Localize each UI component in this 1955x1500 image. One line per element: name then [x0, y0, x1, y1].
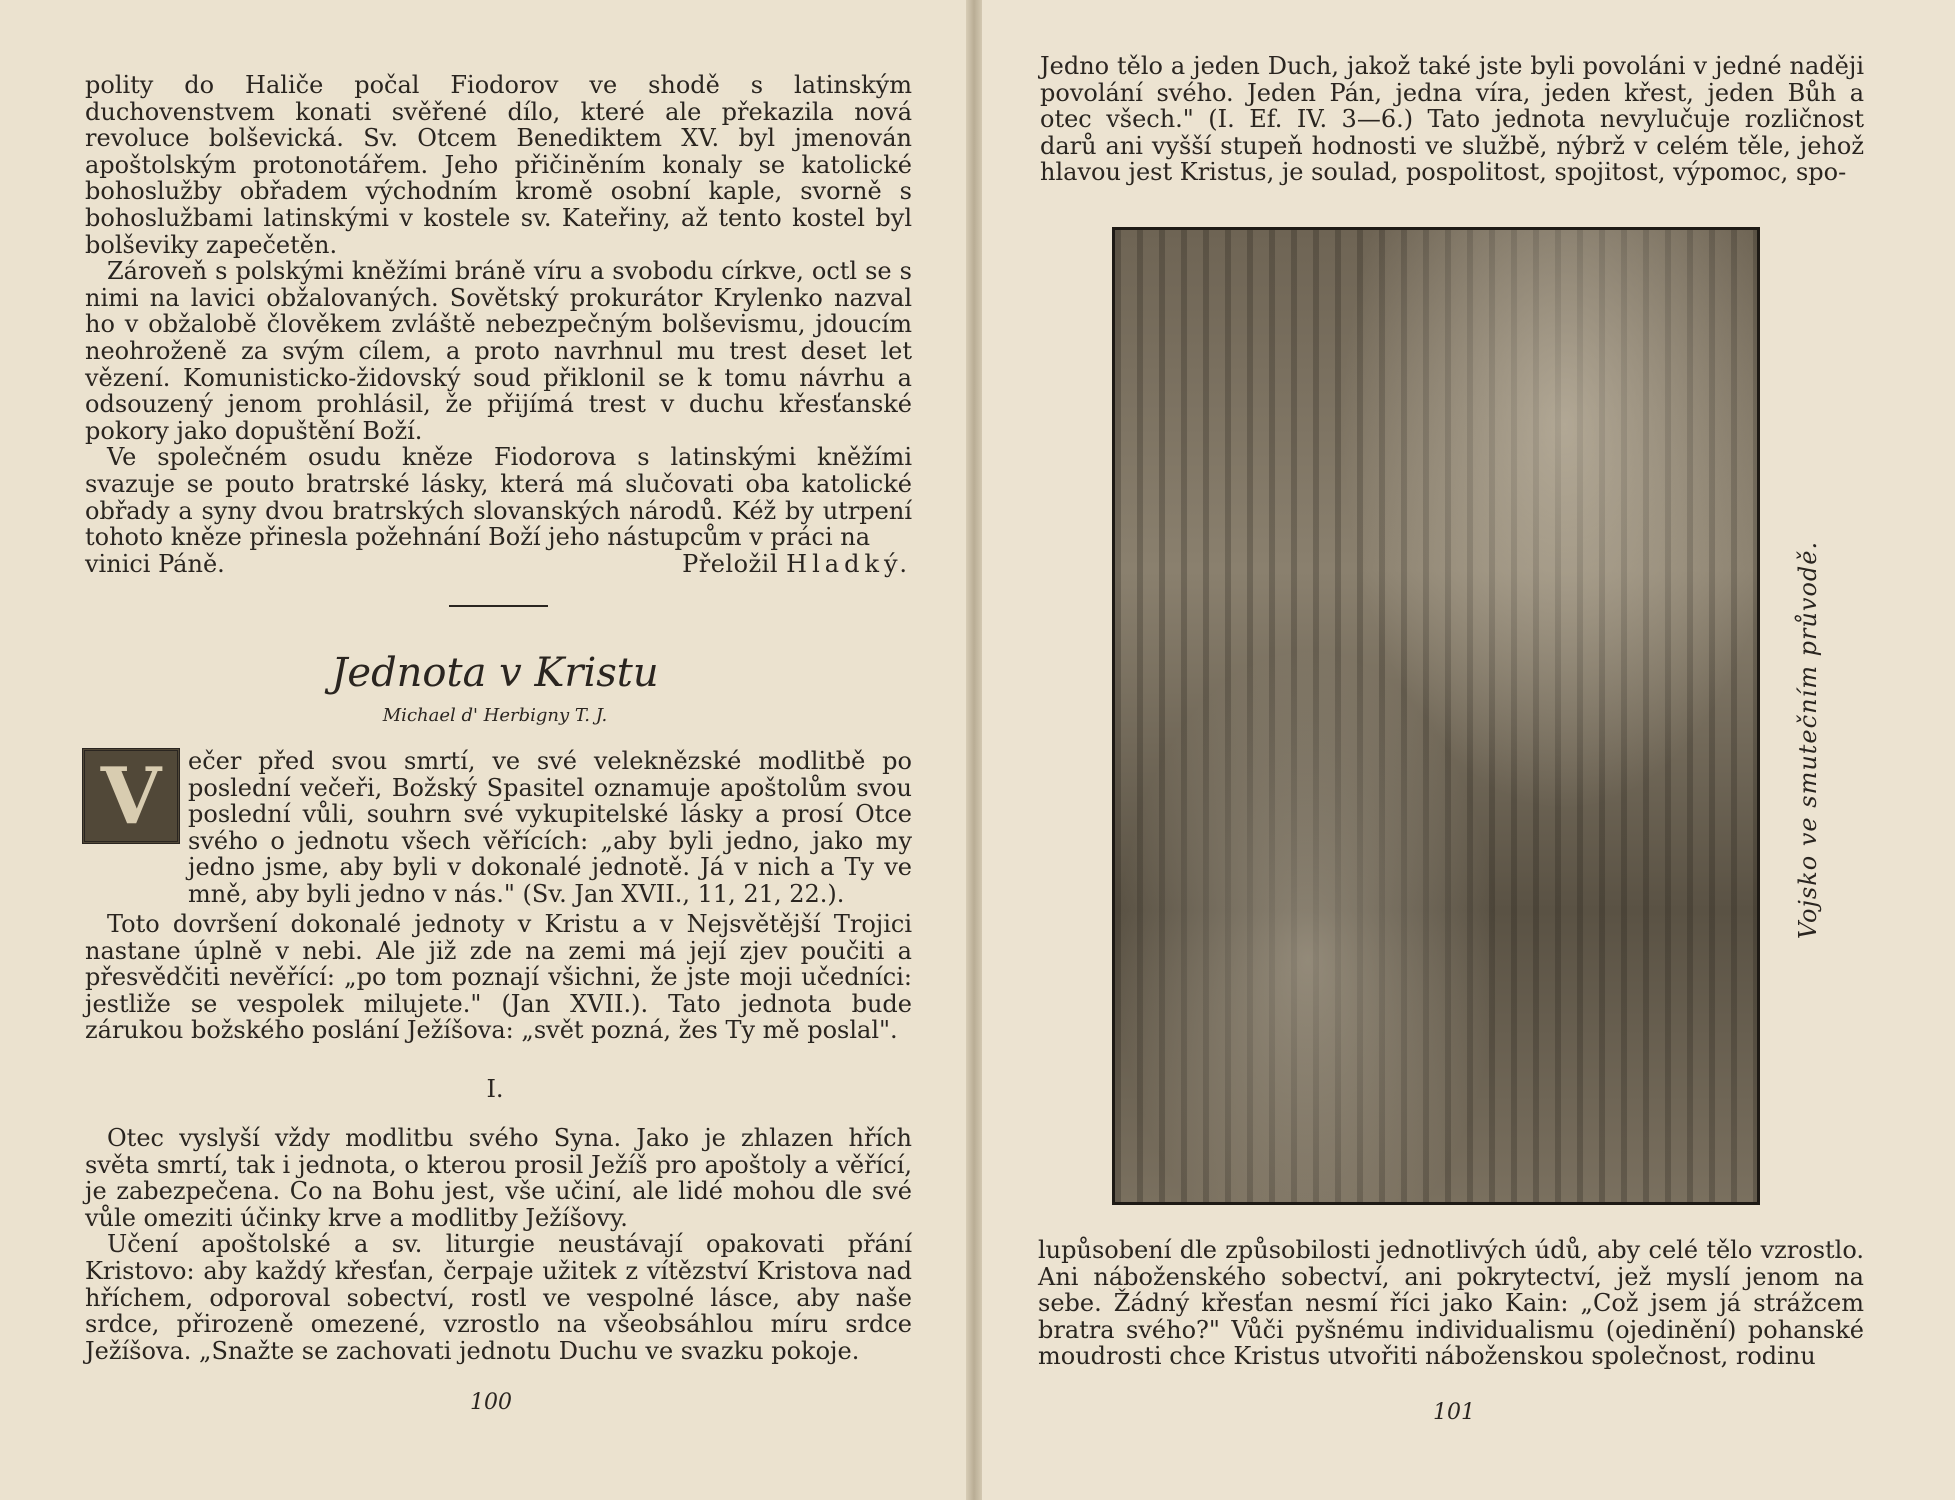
section-divider — [449, 605, 548, 607]
paragraph: polity do Haliče počal Fiodorov ve shodě s latinským duchovenstvem konati svěřené dílo, které ale překazila nová revoluce bolševická. Sv. Otcem Benediktem XV. byl jmenován apoštolským protonotářem. Jeho přičiněním konaly se katolické bohoslužby obřadem východním kromě osobní kaple, svorně s bohoslužbami latinskými v kostele sv. Kateřiny, až tento kostel byl bolševiky zapečetěn. — [85, 71, 912, 259]
paragraph: Učení apoštolské a sv. liturgie neustávají opakovati přání Kristovo: aby každý křesťan, čerpaje užitek z vítězství Kristova nad hříchem, odporoval sobectví, rostl ve vespolné lásce, aby naše srdce, přirozeně omezené, vzrostlo na všeobsáhlou míru srdce Ježíšova. „Snažte se zachovati jednotu Duchu ve svazku pokoje. — [85, 1230, 912, 1365]
translator-prefix: Přeložil — [682, 549, 779, 578]
translator-name: Hladký. — [786, 549, 912, 578]
right-top-text — [1040, 53, 1864, 186]
book-gutter — [966, 0, 982, 1500]
dropcap-paragraph-block — [188, 748, 912, 908]
translator-credit — [682, 551, 912, 578]
last-line-text: vinici Páně. — [85, 549, 225, 578]
left-top-text — [85, 72, 912, 577]
procession-photograph — [1112, 227, 1760, 1205]
paragraph: Toto dovršení dokonalé jednoty v Kristu a v Nejsvětější Trojici nastane úplně v nebi. Ale již zde na zemi má její zjev poučiti a přesvědčiti nevěřící: „po tom poznají všichni, že jste moji učedníci: jestliže se vespolek milujete." (Jan XVII.). Tato jednota bude zárukou božského poslání Ježíšova: „svět pozná, žes Ty mě poslal". — [85, 910, 912, 1045]
paragraph: Ve společném osudu kněze Fiodorova s latinskými kněžími svazuje se pouto bratrské lásky, která má slučovati oba katolické obřady a syny dvou bratrských slovanských národů. Kéž by utrpení tohoto kněze přinesla požehnání Boží jeho nástupcům v práci na — [85, 443, 912, 552]
page-number-right: 101 — [1433, 1400, 1475, 1425]
decorative-dropcap — [82, 748, 180, 844]
paragraph: Zároveň s polskými kněžími bráně víru a svobodu církve, octl se s nimi na lavici obžalovaných. Sovětský prokurátor Krylenko nazval ho v obžalobě člověkem zvláště nebezpečným bolševismu, jdoucím neohroženě za svým cílem, a proto navrhnul mu trest deset let vězení. Komunisticko-židovský soud přiklonil se k tomu návrhu a odsouzený jenom prohlásil, že přijímá trest v duchu křesťanské pokory jako dopuštění Boží. — [85, 257, 912, 445]
page-number-left: 100 — [470, 1390, 512, 1415]
paragraph: lupůsobení dle způsobilosti jednotlivých údů, aby celé tělo vzrostlo. Ani náboženského sobectví, ani pokrytectví, jež myslí jenom na sebe. Žádný křesťan nesmí říci jako Kain: „Což jsem já strážcem bratra svého?" Vůči pyšnému individualismu (ojedinění) pohanské moudrosti chce Kristus utvořiti náboženskou společnost, rodinu — [1038, 1236, 1864, 1371]
dropcap-letter: V — [100, 750, 162, 842]
article-title: Jednota v Kristu — [331, 650, 659, 696]
signature-line — [85, 551, 912, 578]
section-number: I. — [486, 1075, 504, 1103]
paragraph: Otec vyslyší vždy modlitbu svého Syna. Jako je zhlazen hřích světa smrtí, tak i jednota, o kterou prosil Ježíš pro apoštoly a věřící, je zabezpečena. Co na Bohu jest, vše učiní, ale lidé mohou dle své vůle omeziti účinky krve a modlitby Ježíšovy. — [85, 1124, 912, 1232]
right-bottom-text — [1038, 1237, 1864, 1370]
paragraph: ečer před svou smrtí, ve své veleknězské modlitbě po poslední večeři, Božský Spasitel oznamuje apoštolům svou poslední vůli, souhrn své vykupitelské lásky a prosí Otce svého o jednotu všech věřících: „aby byli jedno, jako my jedno jsme, aby byli v dokonalé jednotě. Já v nich a Ty ve mně, aby byli jedno v nás." (Sv. Jan XVII., 11, 21, 22.). — [188, 747, 912, 908]
paragraph: Jedno tělo a jeden Duch, jakož také jste byli povoláni v jedné naději povolání svého. Jeden Pán, jedna víra, jeden křest, jeden Bůh a otec všech." (I. Ef. IV. 3—6.) Tato jednota nevylučuje rozličnost darů ani vyšší stupeň hodnosti ve službě, nýbrž v celém těle, jehož hlavou jest Kristus, je soulad, pospolitost, spojitost, výpomoc, spo- — [1040, 52, 1864, 187]
photo-caption — [1788, 540, 1828, 940]
photo-caption-text: Vojsko ve smutečním průvodě. — [1794, 540, 1822, 940]
left-bottom-text — [85, 1125, 912, 1364]
left-mid-text — [85, 911, 912, 1044]
article-byline: Michael d' Herbigny T. J. — [382, 705, 608, 726]
